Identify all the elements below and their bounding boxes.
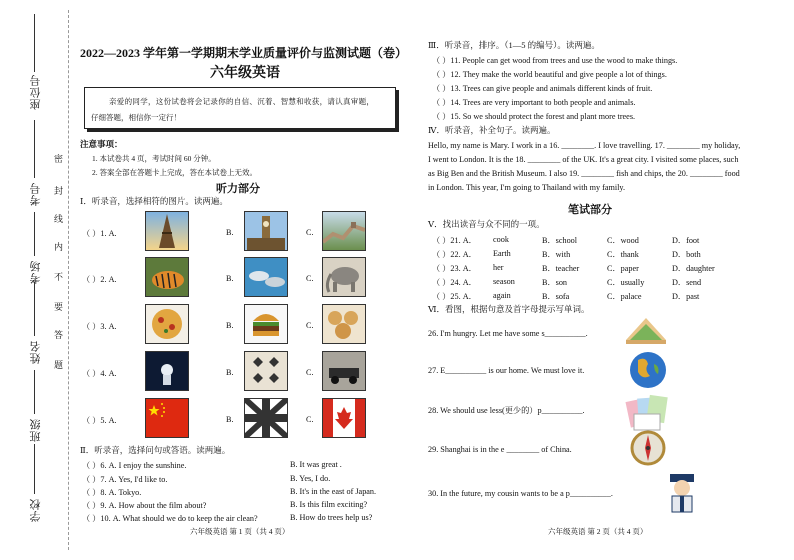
hamburger-image xyxy=(244,304,288,344)
q11-row: （ ）11. People can get wood from trees and use the wood to make things. xyxy=(432,56,678,65)
option-c-label: C. xyxy=(306,321,314,330)
option-c-label: C. xyxy=(306,228,314,237)
butterflies-image xyxy=(244,351,288,391)
exam-no-label: 考号 xyxy=(30,182,42,206)
q7-row: （ ）7. A. Yes, I'd like to. xyxy=(82,475,168,484)
uk-flag-image xyxy=(244,398,288,438)
seal-char: 题 xyxy=(54,360,64,370)
q1-number: （ ）1. A. xyxy=(82,229,117,238)
q23-number: （ ）23. A． xyxy=(432,264,477,273)
seal-char: 线 xyxy=(54,214,64,224)
q22-option-c: C．thank xyxy=(607,250,639,259)
greeting-line-1: 亲爱的同学，这份试卷将会记录你的自信、沉着、智慧和收获，请认真审题， xyxy=(109,97,375,106)
q24-number: （ ）24. A． xyxy=(432,278,477,287)
china-flag-image xyxy=(145,398,189,438)
name-line xyxy=(34,282,35,336)
q21-option-a: cook xyxy=(493,235,509,244)
eiffel-tower-image xyxy=(145,211,189,251)
option-b-label: B. xyxy=(226,228,234,237)
elephant-image xyxy=(322,257,366,297)
q8-row: （ ）8. A. Tokyo. xyxy=(82,488,142,497)
q23-option-d: D．daughter xyxy=(672,264,715,273)
q21-option-d: D．foot xyxy=(672,236,700,245)
school-line xyxy=(34,444,35,494)
part5-title: Ⅴ．找出读音与众不同的一项。 xyxy=(428,219,545,229)
class-label: 班级 xyxy=(30,418,42,442)
seal-char: 内 xyxy=(54,242,64,252)
q22-option-b: B．with xyxy=(542,250,571,259)
q22-option-a: Earth xyxy=(493,249,511,258)
exam-title: 2022—2023 学年第一学期期末学业质量评价与监测试题（卷） xyxy=(80,46,408,60)
q9-option-b: B. Is this film exciting? xyxy=(290,500,368,509)
seat-label: 座位号 xyxy=(30,74,42,110)
q8-option-b: B. It's in the east of Japan. xyxy=(290,487,377,496)
notes-title: 注意事项： xyxy=(80,139,123,149)
listening-section-title: 听力部分 xyxy=(216,183,260,195)
dolphin-image xyxy=(244,257,288,297)
seal-char: 密 xyxy=(54,154,64,164)
q25-option-b: B．sofa xyxy=(542,292,570,301)
seal-char: 答 xyxy=(54,330,64,340)
seal-char: 封 xyxy=(54,186,64,196)
q25-option-a: again xyxy=(493,291,511,300)
q22-number: （ ）22. A． xyxy=(432,250,477,259)
seat-line xyxy=(34,14,35,72)
q23-option-a: her xyxy=(493,263,504,272)
q6-row: （ ）6. A. I enjoy the sunshine. xyxy=(82,461,187,470)
part6-title: Ⅵ．看图，根据句意及首字母提示写单词。 xyxy=(428,304,590,314)
q2-number: （ ）2. A. xyxy=(82,275,117,284)
class-line xyxy=(34,370,35,414)
old-car-image xyxy=(322,351,366,391)
big-ben-image xyxy=(244,211,288,251)
exam-room-label: 考场 xyxy=(30,260,42,284)
part4-title: Ⅳ．听录音，补全句子。读两遍。 xyxy=(428,125,556,135)
option-c-label: C. xyxy=(306,368,314,377)
cookies-image xyxy=(322,304,366,344)
police-officer-image xyxy=(664,472,700,516)
note-1: 1. 本试卷共 4 页，考试时间 60 分钟。 xyxy=(92,154,216,163)
q21-option-b: B．school xyxy=(542,236,578,245)
exam-room-line xyxy=(34,212,35,256)
writing-section-title: 笔试部分 xyxy=(568,204,612,216)
footer-right: 六年级英语 第 2 页（共 4 页） xyxy=(548,527,648,536)
tiger-image xyxy=(145,257,189,297)
option-b-label: B. xyxy=(226,368,234,377)
part1-title: Ⅰ．听录音，选择相符的图片。读两遍。 xyxy=(80,196,228,206)
q14-row: （ ）14. Trees are very important to both people and animals. xyxy=(432,98,636,107)
q23-option-b: B．teacher xyxy=(542,264,580,273)
astronaut-image xyxy=(145,351,189,391)
q24-option-d: D．send xyxy=(672,278,702,287)
greeting-box xyxy=(84,87,396,129)
q25-number: （ ）25. A． xyxy=(432,292,477,301)
q30-row: 30. In the future, my cousin wants to be a p__________. xyxy=(428,489,613,498)
q24-option-b: B．son xyxy=(542,278,568,287)
cloze-line-1: Hello, my name is Mary. I work in a 16. ________. I love travelling. 17. ________ my holiday, xyxy=(428,141,741,150)
q27-row: 27. E__________ is our home. We must love it. xyxy=(428,366,585,375)
greeting-line-2: 仔细答题，相信你一定行！ xyxy=(91,113,181,122)
q5-number: （ ）5. A. xyxy=(82,416,117,425)
paper-stack-image xyxy=(624,390,670,434)
q23-option-c: C．paper xyxy=(607,264,639,273)
q28-row: 28. We should use less(更少的）p__________. xyxy=(428,406,585,415)
q3-number: （ ）3. A. xyxy=(82,322,117,331)
q21-option-c: C．wood xyxy=(607,236,639,245)
seal-line xyxy=(68,10,69,550)
school-label: 学校 xyxy=(30,498,42,522)
cloze-line-2: I went to London. It is the 18. ________ of the UK. It's a great city. I visited some places, such xyxy=(428,155,739,164)
q29-row: 29. Shanghai is in the e ________ of China. xyxy=(428,445,572,454)
cloze-line-3: as Big Ben and the British Museum. I also 19. ________ fish and chips, the 20. ________ food xyxy=(428,169,740,178)
compass-image xyxy=(630,430,666,466)
q15-row: （ ）15. So we should protect the forest and plant more trees. xyxy=(432,112,636,121)
option-c-label: C. xyxy=(306,415,314,424)
q22-option-d: D．both xyxy=(672,250,701,259)
option-b-label: B. xyxy=(226,321,234,330)
option-b-label: B. xyxy=(226,274,234,283)
seal-char: 要 xyxy=(54,302,64,312)
q6-option-b: B. It was great . xyxy=(290,460,342,469)
great-wall-image xyxy=(322,211,366,251)
footer-left: 六年级英语 第 1 页（共 4 页） xyxy=(190,527,290,536)
q7-option-b: B. Yes, I do. xyxy=(290,474,331,483)
part3-title: Ⅲ．听录音，排序。（1—5 的编号）。读两遍。 xyxy=(428,40,600,50)
name-label: 姓名 xyxy=(30,340,42,364)
part2-title: Ⅱ．听录音，选择问句或答语。读两遍。 xyxy=(80,445,231,455)
note-2: 2. 答案全部在答题卡上完成，答在本试卷上无效。 xyxy=(92,168,257,177)
q24-option-c: C．usually xyxy=(607,278,645,287)
q10-option-b: B. How do trees help us? xyxy=(290,513,373,522)
q10-row: （ ）10. A. What should we do to keep the air clean? xyxy=(82,514,258,523)
q9-row: （ ）9. A. How about the film about? xyxy=(82,501,207,510)
pizza-image xyxy=(145,304,189,344)
exam-no-line xyxy=(34,120,35,178)
seal-char: 不 xyxy=(54,272,64,282)
q13-row: （ ）13. Trees can give people and animals different kinds of fruit. xyxy=(432,84,653,93)
q4-number: （ ）4. A. xyxy=(82,369,117,378)
q21-number: （ ）21. A． xyxy=(432,236,477,245)
q26-row: 26. I'm hungry. Let me have some s__________. xyxy=(428,329,588,338)
earth-globe-image xyxy=(626,350,670,390)
q25-option-d: D．past xyxy=(672,292,700,301)
canada-flag-image xyxy=(322,398,366,438)
option-c-label: C. xyxy=(306,274,314,283)
sandwich-image xyxy=(622,314,670,346)
option-b-label: B. xyxy=(226,415,234,424)
q25-option-c: C．palace xyxy=(607,292,642,301)
cloze-line-4: in London. This year, I'm going to Thailand with my family. xyxy=(428,183,626,192)
exam-subtitle: 六年级英语 xyxy=(210,66,280,81)
q24-option-a: season xyxy=(493,277,515,286)
q12-row: （ ）12. They make the world beautiful and give people a lot of things. xyxy=(432,70,667,79)
